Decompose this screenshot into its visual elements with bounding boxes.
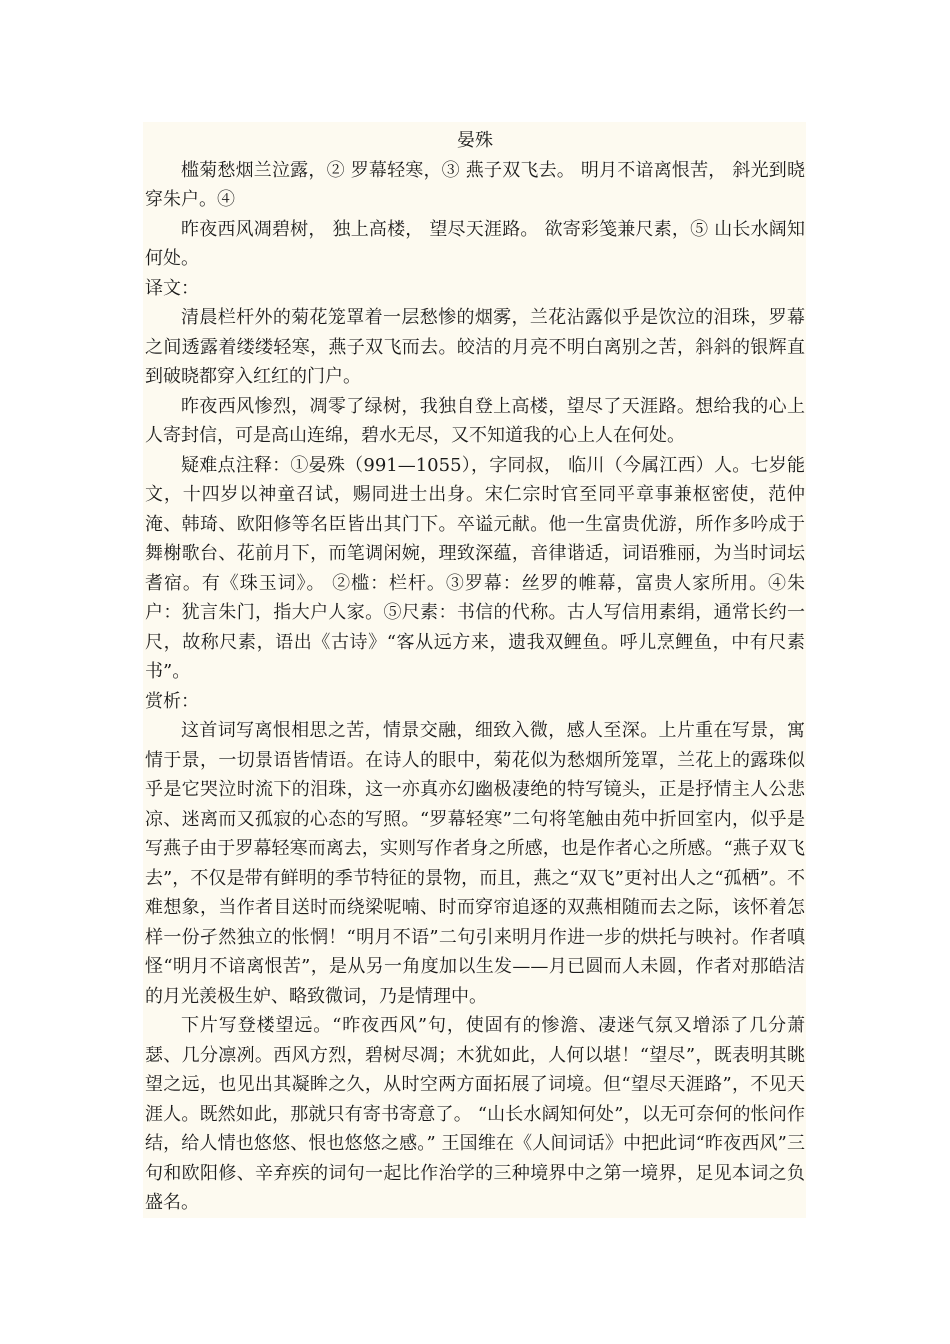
translation-paragraph-2: 昨夜西风惨烈，凋零了绿树，我独自登上高楼，望尽了天涯路。想给我的心上人寄封信，可是高山连绵，碧水无尽，又不知道我的心上人在何处。 [145,395,805,446]
poem-author-title: 晏殊 [457,130,493,151]
notes-paragraph: 疑难点注释：①晏殊（991—1055），字同叔， 临川（今属江西）人。七岁能文，十四岁以神童召试，赐同进士出身。宋仁宗时官至同平章事兼枢密使，范仲淹、韩琦、欧阳修等名臣皆出其门下。卒谥元献。他一生富贵优游，所作多吟成于舞榭歌台、花前月下，而笔调闲婉，理致深蕴，音律谐适，词语雅丽，为当时词坛耆宿。有《珠玉词》。 ②槛：栏杆。③罗幕：丝罗的帷幕，富贵人家所用。④朱户：犹言朱门，指大户人家。⑤尺素：书信的代称。古人写信用素绢，通常长约一尺，故称尺素，语出《古诗》“客从远方来，遗我双鲤鱼。呼儿烹鲤鱼，中有尺素书”。 [145,454,805,682]
appreciation-paragraph-2: 下片写登楼望远。“昨夜西风”句，使固有的惨澹、凄迷气氛又增添了几分萧瑟、几分凛冽。西风方烈，碧树尽凋；木犹如此，人何以堪！“望尽”，既表明其眺望之远，也见出其凝眸之久，从时空两方面拓展了词境。但“望尽天涯路”，不见天涯人。既然如此，那就只有寄书寄意了。 “山长水阔知何处”，以无可奈何的怅问作结，给人情也悠悠、恨也悠悠之感。” 王国维在《人间词话》中把此词“昨夜西风”三句和欧阳修、辛弃疾的词句一起比作治学的三种境界中之第一境界，足见本词之负盛名。 [145,1015,805,1213]
poem-stanza-2: 昨夜西风凋碧树， 独上高楼， 望尽天涯路。 欲寄彩笺兼尺素，⑤ 山长水阔知何处。 [145,218,805,269]
poem-stanza-1: 槛菊愁烟兰泣露，② 罗幕轻寒，③ 燕子双飞去。 明月不谙离恨苦， 斜光到晓穿朱户。④ [145,159,805,210]
appreciation-paragraph-1: 这首词写离恨相思之苦，情景交融，细致入微，感人至深。上片重在写景，寓情于景，一切景语皆情语。在诗人的眼中，菊花似为愁烟所笼罩，兰花上的露珠似乎是它哭泣时流下的泪珠，这一亦真亦幻幽极凄绝的特写镜头，正是抒情主人公悲凉、迷离而又孤寂的心态的写照。“罗幕轻寒”二句将笔触由苑中折回室内，似乎是写燕子由于罗幕轻寒而离去，实则写作者身之所感，也是作者心之所感。“燕子双飞去”，不仅是带有鲜明的季节特征的景物，而且，燕之“双飞”更衬出人之“孤栖”。不难想象，当作者目送时而绕梁呢喃、时而穿帘追逐的双燕相随而去之际，该怀着怎样一份孑然独立的怅惘！“明月不语”二句引来明月作进一步的烘托与映衬。作者嗔怪“明月不谙离恨苦”，是从另一角度加以生发——月已圆而人未圆，作者对那皓洁的月光羡极生妒、略致微词，乃是情理中。 [145,720,805,1007]
translation-label: 译文： [145,277,199,299]
appreciation-label: 赏析： [145,690,199,712]
document-body [145,126,805,1218]
translation-paragraph-1: 清晨栏杆外的菊花笼罩着一层愁惨的烟雾，兰花沾露似乎是饮泣的泪珠，罗幕之间透露着缕缕轻寒，燕子双飞而去。皎洁的月亮不明白离别之苦，斜斜的银辉直到破晓都穿入红红的门户。 [145,307,805,387]
